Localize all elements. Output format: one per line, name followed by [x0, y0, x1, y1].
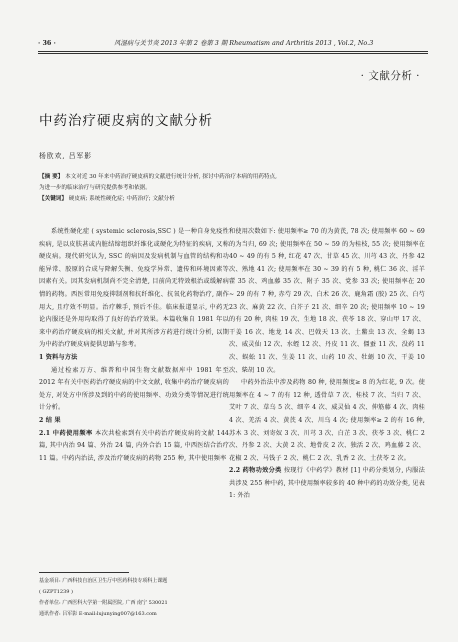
contact-note: 通讯作者: 吕军影 E-mail:lujunying007@163.com: [39, 611, 157, 617]
footnote-rule: [39, 572, 129, 573]
section-1-text: 通过检索万方、维普和中国生物文献数据库中 1981 年至 2012 年有关中医药治疗硬皮病的中文文献, 收集中药治疗硬皮病的处方, 对处方中所涉及到的中药的使用频率、功效分类等情况进行统计分析。: [39, 366, 229, 412]
intro-paragraph: 系统性硬化症 ( systemic sclerosis,SSC ) 是一种自身免疫性疾病, 是以皮肤甚或内脏结缔组织纤维化或硬化为特征的疾病, 又称硬皮病。现代研究认为, SSC 的病因及发病机制与血管的结构和功能异常、胶原的合成与降解失衡、免疫学异常、遗传和环境因素等因素有关。因其发病机制尚不完全清楚, 目前尚无特效根治或缓解病情的药物。西医常用免疫抑制剂和抗纤维化、抗氧化药物治疗, 副作用大, 且疗效不明显。治疗棘手, 预后不佳。临床报道显示, 中药无论内服还是外用均取得了良好的治疗效果。本篇收集自 1981 年以来中药治疗硬皮病的相关文献, 并对其所涉方药进行统计分析, 以期为中药治疗硬皮病提供思路与参考。: [39, 228, 229, 349]
section-1-heading: 1 资料与方法: [39, 353, 78, 361]
abstract-block: [39, 172, 428, 205]
section-2-1-text: 本次共检索到有关中药治疗硬皮病的文献 144 篇, 其中内治 94 篇、外治 24 篇, 内外合治 15 篇, 中西医结合治疗 11 篇。中药内治法, 涉及治疗硬皮病的药物 255 种, 其中使用频率: [39, 429, 230, 462]
external-treatment-paragraph: 中药外治法中涉及药物 80 种, 使用频度≥ 8 的为红花, 9 次。使用频率在 4 ~ 7 的有 12 种, 透骨草 7 次、桂枝 7 次、当归 7 次、艾叶 7 次、草乌 5 次、细辛 4 次、威灵仙 4 次、伸筋藤 4 次、肉桂 4 次、羌活 4 次、黄芪 4 次、川乌 4 次; 使用频率≥ 2 的有 16 种, 苏木 3 次、刘寄奴 3 次、川芎 3 次、白芷 3 次、茯苓 3 次、桃仁 2 次、丹参 2 次、大黄 2 次、地骨皮 2 次、独活 2 次、鸡血藤 2 次、花椒 2 次、马钱子 2 次、桃仁 2 次、乳香 2 次、土茯苓 2 次。: [229, 379, 425, 462]
section-tag: · 文献分析 ·: [360, 70, 420, 82]
article-title: 中药治疗硬皮病的文献分析: [39, 113, 213, 129]
abstract-line-1: [39, 172, 428, 183]
footnotes: [39, 576, 229, 620]
header-rule-top: [38, 51, 428, 52]
section-2-heading: 2 结 果: [39, 416, 61, 424]
abstract-text: 本文对近 30 年来中药治疗硬皮病的文献进行统计分析, 探讨中药治疗本病的用药特点,: [65, 174, 277, 180]
page-number: · 36 ·: [38, 39, 56, 47]
section-2-2-heading: 2.2 药物功效分类: [229, 467, 282, 475]
section-2-1-paragraph: [39, 428, 229, 466]
journal-citation: 风湿病与关节炎 2013 年第 2 卷第 3 期 Rheumatism and Arthritis 2013 , Vol.2, No.3: [114, 39, 374, 47]
right-column: [229, 226, 425, 503]
keywords-label: 【关键词】: [39, 196, 67, 202]
section-2-1-heading: 2.1 中药使用频率: [39, 429, 93, 437]
abstract-line-2: 为进一步的临床治疗与研究提供参考和依据。: [39, 185, 151, 191]
fund-note: 基金项目: 广西科技自治区卫生厅中医药科技专项科上课题: [39, 578, 168, 584]
abstract-label: 【摘 要】: [39, 174, 64, 180]
section-2-2-text: 按现行《中药学》教材 [1] 中药分类划分, 内服法共涉及 255 种中药, 其中使用频率较多的 40 种中药的功效分类, 见表 1: 外治: [229, 467, 426, 500]
article-authors: 杨欧欢, 吕军影: [39, 152, 93, 160]
left-column: [39, 226, 229, 465]
author-unit-note: 作者单位: 广西医科大学第一附属医院, 广西 南宁 530021: [39, 600, 168, 606]
frequency-paragraph: 和使用次数如下: 使用频率≥ 70 的为黄芪, 78 次; 使用频率 60 ~ 69 的为当归, 69 次; 使用频率在 50 ~ 59 的为桂枝, 55 次; 使用频率在 40 ~ 49 的有 5 种, 红花 47 次、甘草 45 次、川芎 43 次、丹参 42 次、熟地 41 次; 使用频率在 30 ~ 39 的有 5 种, 桃仁 36 次、淫羊藿 35 次、鸡血藤 35 次、附子 35 次、党参 33 次; 使用频率在 20 ~ 29 的有 7 种, 赤芍 29 次、白术 26 次、鹿角霜 (胶) 25 次、白芍 23 次、麻黄 22 次、白芥子 21 次、细辛 20 次; 使用频率 10 ~ 19 的有 20 种, 肉桂 19 次、生地 18 次、茯苓 18 次、穿山甲 17 次、干姜 16 次、地龙 14 次、巴戟天 13 次、土鳖虫 13 次、全蝎 13 次、威灵仙 12 次、水蛭 12 次、丹皮 11 次、僵蚕 11 次、没药 11 次、蜈蚣 11 次、生姜 11 次、山药 10 次、牡蛎 10 次、干姜 10 次、柴胡 10 次。: [229, 228, 425, 374]
header-rule-bottom: [38, 53, 428, 54]
keywords-text: 硬皮病; 系统性硬化症; 中药治疗; 文献分析: [68, 196, 175, 202]
keywords-line: [39, 194, 428, 205]
section-2-2-paragraph: [229, 465, 425, 503]
fund-code: ( GZPT1239 ): [39, 589, 73, 595]
